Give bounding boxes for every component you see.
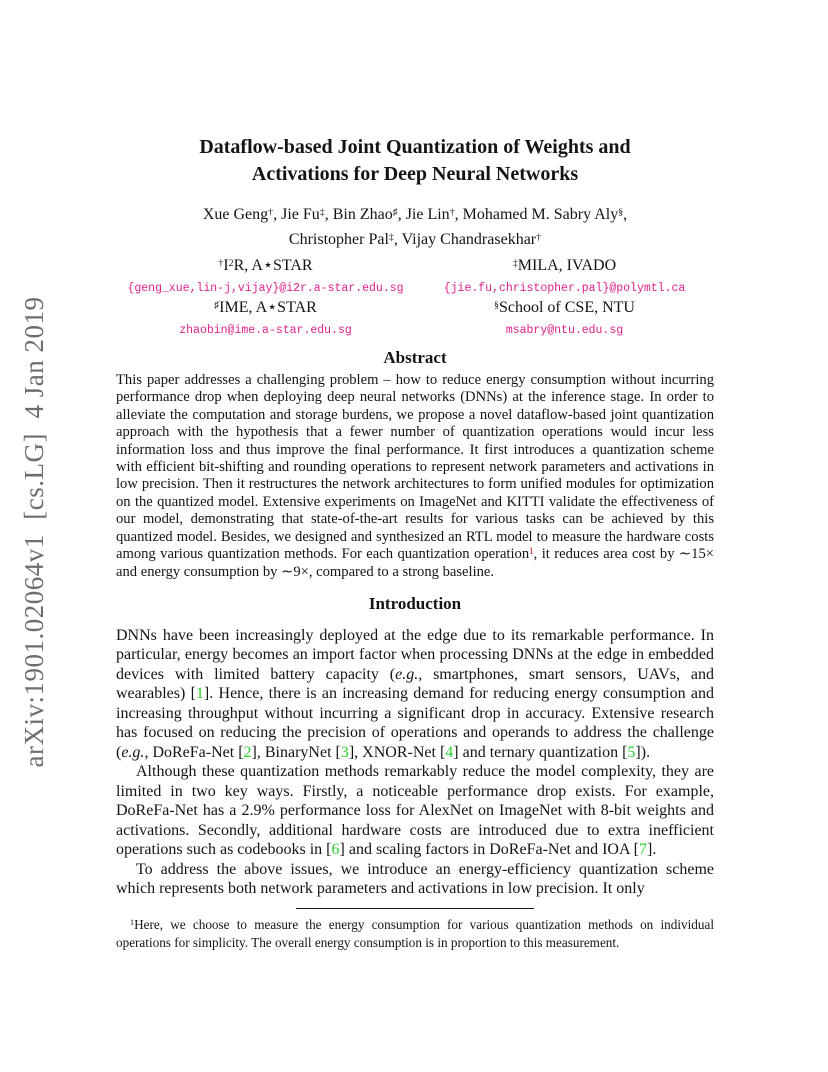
text-segment: ].	[646, 841, 657, 859]
affiliation-ime	[116, 298, 415, 320]
abstract-heading: Abstract	[383, 348, 447, 367]
email-cell	[415, 320, 714, 340]
text-segment: DNNs have been increasingly deployed at the edge due to its remarkable performance. In particular, energy becomes an import factor when processing DNNs at the edge in embedded devices with limited battery capacity (	[116, 626, 714, 683]
text-segment: I	[223, 257, 229, 274]
text-segment: MILA, IVADO	[517, 257, 617, 274]
footnote-divider	[296, 908, 534, 909]
email-link-polymtl[interactable]: {jie.fu,christopher.pal}@polymtl.ca	[443, 282, 686, 295]
introduction-paragraph-1	[116, 626, 714, 763]
text-segment: ‡	[388, 231, 394, 243]
text-segment: School of CSE, NTU	[498, 299, 635, 316]
text-segment: IME, A⋆STAR	[219, 299, 317, 316]
text-segment: §	[494, 299, 499, 311]
email-link-i2r[interactable]: {geng_xue,lin-j,vijay}@i2r.a-star.edu.sg	[127, 282, 404, 295]
authors-line-2	[116, 228, 714, 253]
text-segment: , DoReFa-Net [	[144, 743, 244, 761]
text-segment: ♯	[392, 206, 398, 218]
text-segment: ]).	[635, 743, 651, 761]
citation-link[interactable]: 5	[627, 743, 636, 761]
citation-link[interactable]: 2	[243, 743, 252, 761]
paper-title-line1: Dataflow-based Joint Quantization of Weights and	[199, 136, 631, 158]
text-segment: ♯	[214, 299, 220, 311]
text-segment: §	[618, 206, 624, 218]
introduction-heading: Introduction	[368, 593, 462, 613]
affiliations-block	[116, 256, 714, 340]
introduction-paragraph-2	[116, 762, 714, 860]
email-cell	[415, 278, 714, 298]
author-list	[116, 203, 714, 253]
text-segment: , Bin Zhao	[324, 206, 393, 223]
text-segment: Here, we choose to measure the energy consumption for various quantization methods on individual operations for simplicity. The overall energy consumption is in proportion to this measurement.	[116, 916, 714, 951]
text-segment: ]. Hence, there is an increasing demand for reducing energy consumption and increasing throughput without incurring a significant drop in accuracy. Extensive research has focused on reducing the precision of operations and operands to address the challenge (	[116, 685, 714, 761]
paper-title-line2: Activations for Deep Neural Networks	[251, 163, 579, 185]
text-segment: Although these quantization methods remarkably reduce the model complexity, they are limited in two key ways. Firstly, a noticeable performance drop exists. For example, DoReFa-Net has a 2.9% performance loss for AlexNet on ImageNet with 8-bit weights and activations. Secondly, additional hardware costs are introduced due to extra inefficient operations such as codebooks in [	[116, 763, 714, 859]
text-segment: Xue Geng	[202, 206, 269, 223]
text-segment: ‡	[319, 206, 325, 218]
citation-link[interactable]: 4	[445, 743, 454, 761]
text-segment: To address the above issues, we introduce an energy-efficiency quantization scheme which represents both network parameters and activations in low precision. It only	[116, 860, 714, 898]
text-segment: ‡	[512, 257, 518, 269]
text-segment: 2	[228, 257, 234, 269]
text-segment: ,	[623, 206, 628, 223]
paper-content	[116, 0, 714, 951]
text-segment: ] and ternary quantization [	[453, 743, 628, 761]
text-segment: , Vijay Chandrasekhar	[393, 231, 537, 248]
affiliation-ntu	[415, 298, 714, 320]
text-segment: , Jie Lin	[397, 206, 450, 223]
affiliation-i2r	[116, 256, 415, 278]
citation-link[interactable]: 1	[195, 685, 204, 703]
text-segment: , smartphones, smart sensors, UAVs, and wearables) [	[116, 665, 714, 703]
text-segment: †	[268, 206, 274, 218]
text-segment: ] and scaling factors in DoReFa-Net and IOA [	[339, 841, 639, 859]
text-segment: R, A⋆STAR	[233, 257, 313, 274]
text-segment: e.g.	[395, 665, 419, 683]
email-link-ntu[interactable]: msabry@ntu.edu.sg	[505, 324, 624, 337]
email-cell	[116, 320, 415, 340]
footnote-text	[116, 917, 714, 952]
text-segment: ], BinaryNet [	[251, 743, 341, 761]
citation-link[interactable]: 3	[340, 743, 349, 761]
text-segment: †	[449, 206, 455, 218]
email-link-ime[interactable]: zhaobin@ime.a-star.edu.sg	[179, 324, 352, 337]
text-segment: , Jie Fu	[273, 206, 320, 223]
text-segment: e.g.	[121, 743, 145, 761]
text-segment: , Mohamed M. Sabry Aly	[454, 206, 619, 223]
paper-title	[116, 134, 714, 188]
text-segment: ], XNOR-Net [	[348, 743, 446, 761]
footnote-marker-link[interactable]: 1	[529, 546, 534, 556]
citation-link[interactable]: 6	[331, 841, 340, 859]
arxiv-watermark: arXiv:1901.02064v1 [cs.LG] 4 Jan 2019	[19, 296, 49, 768]
authors-line-1	[116, 203, 714, 228]
introduction-paragraph-3	[116, 860, 714, 899]
citation-link[interactable]: 7	[638, 841, 647, 859]
text-segment: 1	[130, 918, 135, 928]
affiliation-mila	[415, 256, 714, 278]
text-segment: This paper addresses a challenging problem – how to reduce energy consumption without incurring performance drop when deploying deep neural networks (DNNs) at the inference stage. In order to alleviate the computation and storage burdens, we propose a novel dataflow-based joint quantization approach with the hypothesis that a fewer number of quantization operations would incur less information loss and thus improve the final performance. It first introduces a quantization scheme with efficient bit-shifting and rounding operations to represent network parameters and activations in low precision. Then it restructures the network architectures to form unified modules for optimization on the quantized model. Extensive experiments on ImageNet and KITTI validate the effectiveness of our model, demonstrating that state-of-the-art results for various tasks can be achieved by this quantized model. Besides, we designed and synthesized an RTL model to measure the hardware costs among various quantization methods. For each quantization operation	[116, 372, 714, 563]
text-segment: †	[536, 231, 542, 243]
text-segment: Christopher Pal	[288, 231, 389, 248]
abstract-paragraph	[116, 372, 714, 582]
text-segment: †	[218, 257, 224, 269]
text-segment: , it reduces area cost by ∼15× and energy consumption by ∼9×, compared to a strong baseline.	[116, 546, 714, 581]
email-cell	[116, 278, 415, 298]
